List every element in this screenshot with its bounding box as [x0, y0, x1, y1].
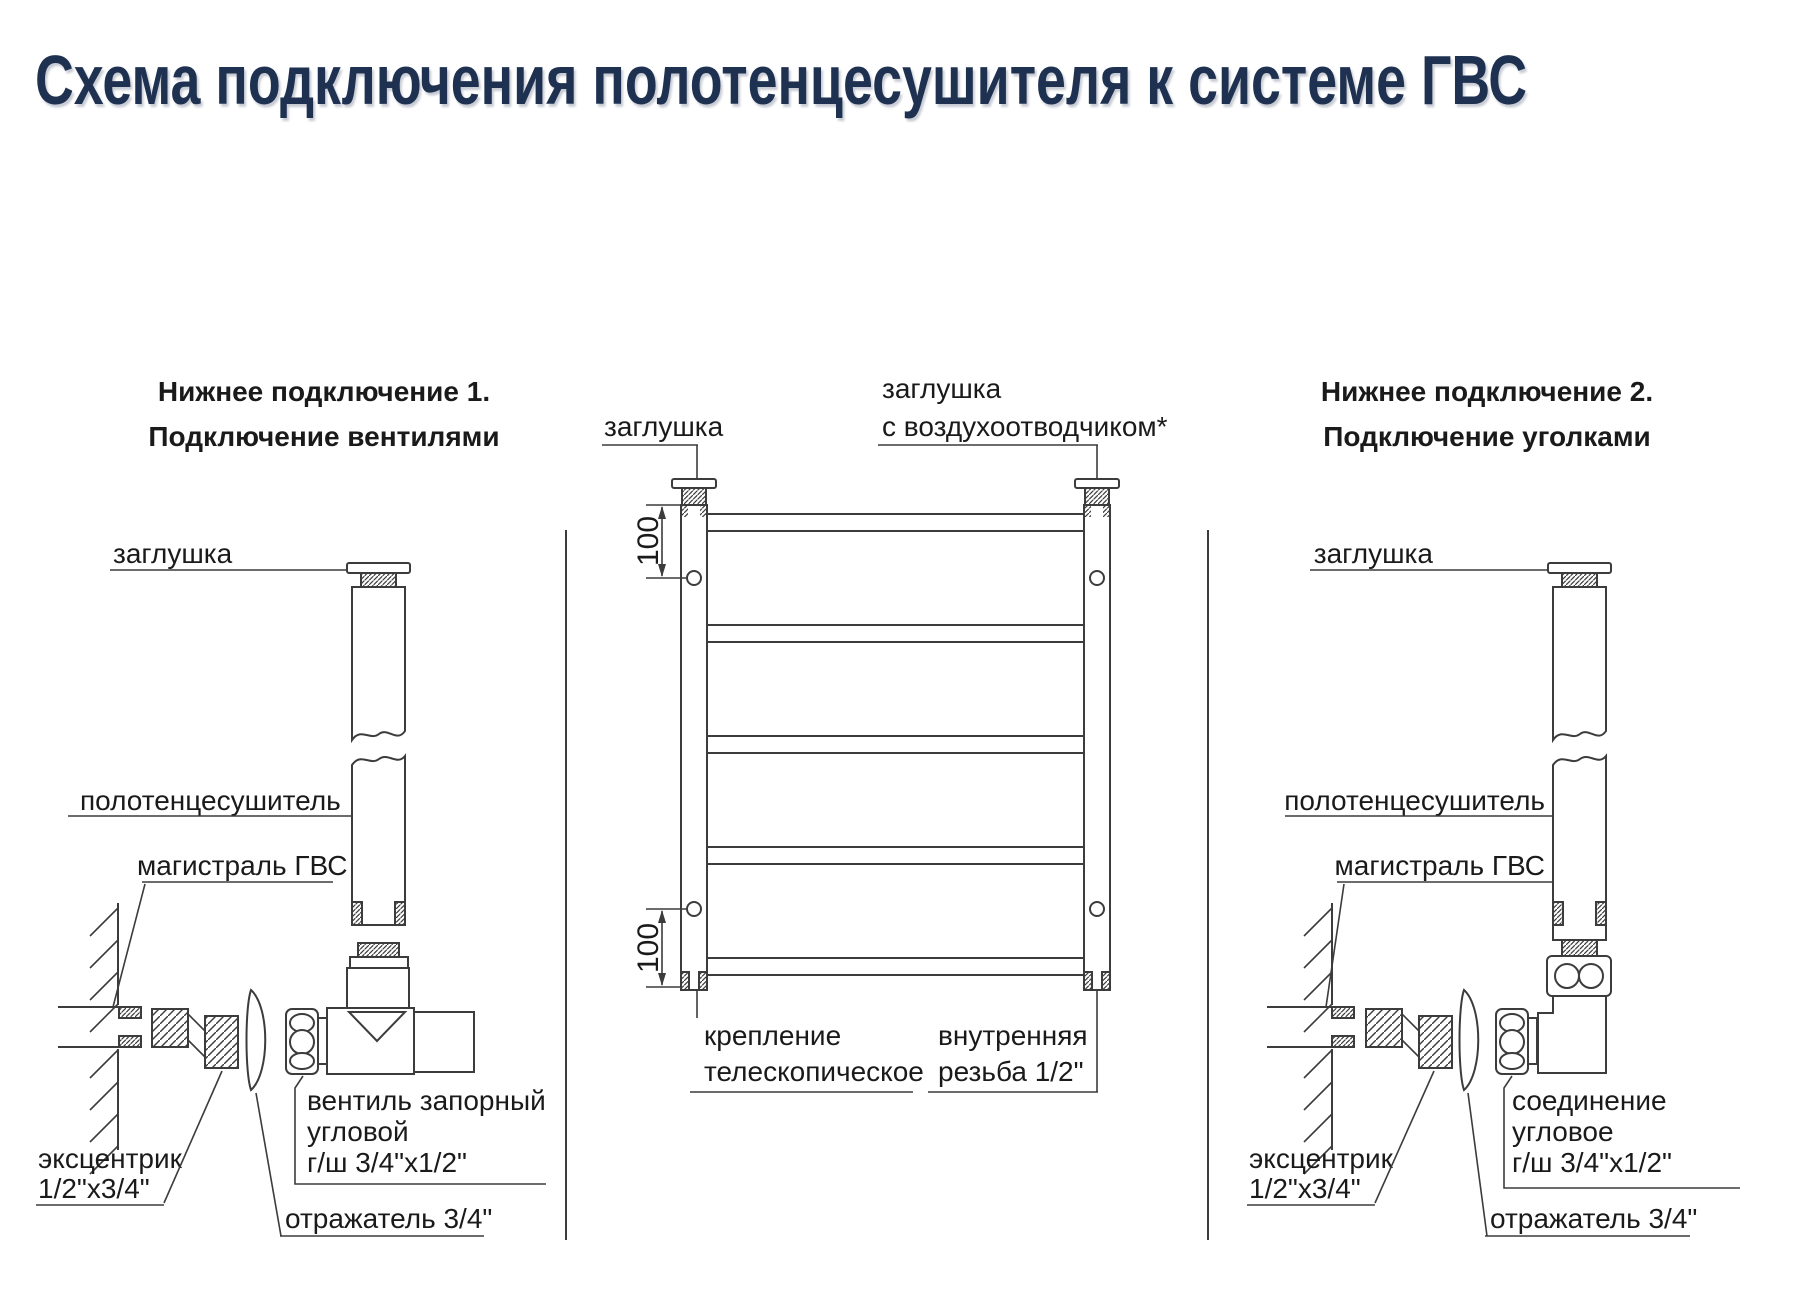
ladder-rung: [707, 847, 1084, 864]
left-valve-label-line1: вентиль запорный: [307, 1085, 546, 1116]
left-heading-line2: Подключение вентилями: [148, 421, 500, 452]
right-corner-label-line2: угловое: [1512, 1116, 1614, 1147]
right-eccentric-label-line2: 1/2"x3/4": [1249, 1173, 1361, 1204]
mounting-hole: [687, 571, 701, 585]
left-reflector-label: отражатель 3/4": [285, 1203, 493, 1234]
right-heading-line2: Подключение уголками: [1323, 421, 1651, 452]
eccentric-block: [152, 1009, 188, 1047]
ladder-rung: [707, 625, 1084, 642]
inner-thread: [1103, 505, 1109, 517]
left-towel-rail-label: полотенцесушитель: [80, 785, 341, 816]
pipe-thread: [699, 972, 707, 990]
end-cap: [1548, 563, 1611, 573]
eccentric-block: [1419, 1016, 1452, 1068]
right-towel-rail-label: полотенцесушитель: [1284, 785, 1545, 816]
ladder-rungs: [707, 514, 1084, 975]
pipe-thread: [119, 1007, 141, 1018]
right-heading-line1: Нижнее подключение 2.: [1320, 376, 1654, 407]
wall-hatch: [90, 908, 118, 1174]
right-corner-label-line3: г/ш 3/4"x1/2": [1512, 1147, 1672, 1178]
pipe-thread: [1553, 902, 1563, 925]
eccentric-fitting: [152, 1009, 238, 1068]
left-eccentric-label-line1: эксцентрик: [38, 1143, 182, 1174]
ladder-rung: [707, 958, 1084, 975]
pipe-thread: [1084, 972, 1092, 990]
valve-flange: [350, 957, 408, 968]
middle-cap-label: заглушка: [604, 411, 724, 442]
eccentric-block: [205, 1016, 238, 1068]
inner-thread: [700, 505, 706, 517]
towel-rail-pipe-upper: [1553, 587, 1606, 740]
elbow-body: [1538, 996, 1606, 1073]
pipe-thread: [1596, 902, 1606, 925]
towel-rail-pipe-lower: [352, 756, 405, 925]
corner-connection-elbow: [1538, 940, 1611, 1073]
valve-bonnet: [347, 968, 409, 1008]
wall-hatch: [1304, 908, 1332, 1174]
ladder-rung: [707, 514, 1084, 531]
wall: [90, 903, 118, 1174]
supply-pipe: [1267, 1007, 1354, 1047]
mounting-hole: [1090, 571, 1104, 585]
pipe-thread: [1332, 1036, 1354, 1047]
pipe-thread: [1102, 972, 1110, 990]
cap-thread: [361, 573, 396, 587]
left-supply-line-label: магистраль ГВС: [137, 850, 348, 881]
inner-thread: [682, 505, 688, 517]
end-cap: [347, 563, 410, 573]
leader-line: [256, 1093, 281, 1236]
dimension-top-value: 100: [632, 515, 665, 567]
ladder-rung: [707, 736, 1084, 753]
supply-pipe: [58, 1007, 141, 1047]
leader-line: [164, 1071, 222, 1203]
union-nut: [1496, 1009, 1528, 1074]
middle-mount-label-line2: телескопическое: [704, 1056, 924, 1087]
right-corner-label-line1: соединение: [1512, 1085, 1667, 1116]
dimension-bottom: [632, 909, 686, 987]
end-cap: [672, 479, 716, 488]
middle-thread-label-line1: внутренняя: [938, 1020, 1088, 1051]
middle-airvent-label-line2: с воздухоотводчиком*: [882, 411, 1168, 442]
towel-rail-pipe-upper: [352, 587, 405, 740]
dimension-top: [632, 505, 686, 578]
mounting-hole: [687, 902, 701, 916]
middle-airvent-label-line1: заглушка: [882, 373, 1002, 404]
eccentric-fitting: [1366, 1009, 1452, 1068]
section-left-valve-connection: [36, 376, 546, 1236]
page-title: Схема подключения полотенцесушителя к системе ГВС: [35, 41, 1527, 119]
right-cap-label: заглушка: [1313, 538, 1433, 569]
left-heading-line1: Нижнее подключение 1.: [157, 376, 491, 407]
reflector: [247, 990, 266, 1090]
right-eccentric-label-line1: эксцентрик: [1249, 1143, 1393, 1174]
leader-line: [1375, 1071, 1434, 1203]
eccentric-block: [1366, 1009, 1402, 1047]
nut-connector: [1528, 1018, 1537, 1064]
right-supply-line-label: магистраль ГВС: [1334, 850, 1545, 881]
pipe-thread: [119, 1036, 141, 1047]
dimension-bottom-value: 100: [632, 922, 665, 974]
nut-connector: [318, 1018, 327, 1064]
inner-thread: [1085, 505, 1091, 517]
pipe-thread: [395, 902, 405, 925]
angle-shutoff-valve: [327, 943, 474, 1074]
elbow-top-thread: [1562, 940, 1597, 956]
mounting-hole: [1090, 902, 1104, 916]
cap-thread: [682, 488, 706, 505]
cap-thread: [1085, 488, 1109, 505]
pipe-thread: [681, 972, 689, 990]
left-cap-label: заглушка: [113, 538, 233, 569]
pipe-thread: [1332, 1007, 1354, 1018]
valve-handle: [414, 1012, 474, 1072]
union-nut: [286, 1009, 318, 1074]
left-valve-label-line2: угловой: [307, 1116, 409, 1147]
middle-mount-label-line1: крепление: [704, 1020, 842, 1051]
air-vent-cap: [1075, 479, 1119, 488]
section-right-corner-connection: [1247, 376, 1740, 1236]
cap-thread: [1562, 573, 1597, 587]
left-valve-label-line3: г/ш 3/4"x1/2": [307, 1147, 467, 1178]
reflector: [1460, 990, 1479, 1090]
middle-thread-label-line2: резьба 1/2": [938, 1056, 1084, 1087]
section-middle-towel-rail: [602, 373, 1168, 1092]
leader-line: [1326, 884, 1344, 1007]
leader-line: [1468, 1093, 1487, 1236]
valve-top-thread: [358, 943, 399, 957]
pipe-thread: [352, 902, 362, 925]
left-eccentric-label-line2: 1/2"x3/4": [38, 1173, 150, 1204]
wall: [1304, 903, 1332, 1174]
right-reflector-label: отражатель 3/4": [1490, 1203, 1698, 1234]
